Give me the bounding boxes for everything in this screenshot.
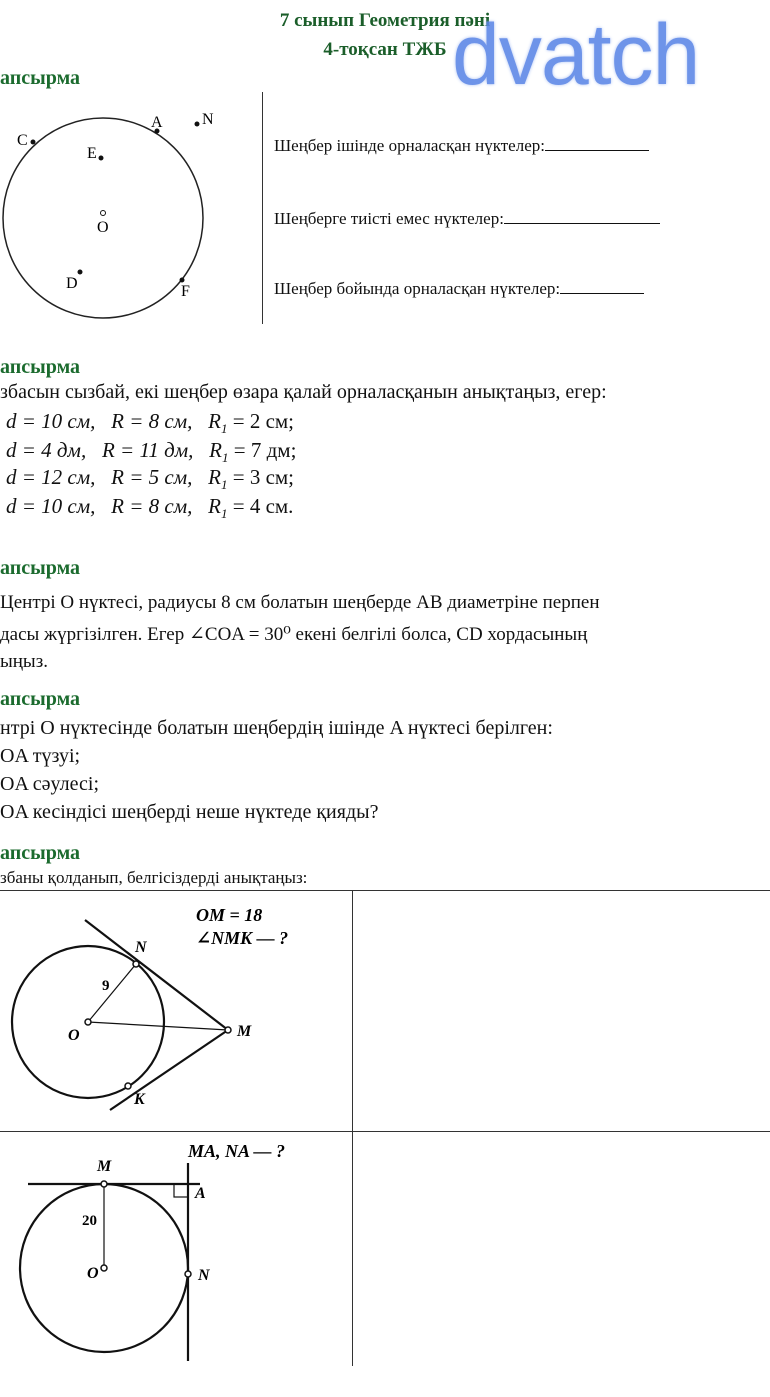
task2-row-4-r: R = 8 см, — [111, 494, 193, 518]
task1-circle-figure — [0, 100, 260, 330]
answer-blank-on[interactable] — [560, 279, 644, 294]
task2-row-3: d = 12 см, R = 5 см, $R_1 = 3$ см; — [6, 465, 295, 493]
task5-text: збаны қолданып, белгісіздерді анықтаңыз: — [0, 868, 308, 887]
task1-question-on — [274, 279, 644, 299]
fig2-label-radius: 20 — [82, 1213, 97, 1229]
task2-row-4-d: d = 10 см, — [6, 494, 96, 518]
task1-divider — [262, 92, 263, 324]
task2-row-1-d: d = 10 см, — [6, 409, 96, 433]
fig1-label-k: K — [134, 1091, 145, 1108]
answer-blank-outside[interactable] — [504, 209, 660, 224]
task3-line-2: дасы жүргізілген. Егер ∠COA = 30⁰ екені белгілі болса, CD хордасының — [0, 624, 588, 645]
task1-question-outside — [274, 209, 660, 229]
task4-line-2: OA түзуі; — [0, 745, 81, 767]
task2-row-4: d = 10 см, R = 8 см, $R_1 = 4$ см. — [6, 494, 294, 522]
task4-line-1: нтрі O нүктесінде болатын шеңбердің ішінде A нүктесі берілген: — [0, 717, 553, 739]
task4-heading: апсырма — [0, 688, 81, 710]
fig2-label-o: O — [87, 1265, 99, 1282]
point-f-label: F — [181, 283, 190, 300]
task2-row-1: d = 10 см, R = 8 см, $R_1 = 2$ см; — [6, 409, 295, 437]
point-c-label: C — [17, 132, 28, 149]
fig1-label-n: N — [135, 939, 147, 956]
task2-text: збасын сызбай, екі шеңбер өзара қалай орналасқанын анықтаңыз, егер: — [0, 381, 607, 403]
task5-figure-1 — [0, 892, 350, 1130]
task1-question-inside — [274, 136, 649, 156]
task2-row-3-d: d = 12 см, — [6, 465, 96, 489]
task2-row-2-r: R = 11 дм, — [101, 438, 194, 462]
task1-heading: апсырма — [0, 67, 81, 89]
header-subtitle: 4-тоқсан ТЖБ — [323, 39, 447, 60]
task2-row-2: d = 4 дм, R = 11 дм, $R_1 = 7$ дм; — [6, 438, 297, 466]
task3-line-1: Центрі О нүктесі, радиусы 8 см болатын шеңберде AB диаметріне перпен — [0, 592, 600, 613]
point-d-label: D — [66, 275, 78, 292]
fig1-label-m: M — [237, 1023, 252, 1040]
fig1-given-1: OM = 18 — [196, 905, 263, 925]
fig1-label-o: O — [68, 1027, 80, 1044]
fig1-given-2: ∠NMK — ? — [196, 928, 289, 948]
fig1-label-radius: 9 — [102, 978, 110, 994]
point-o-label: O — [97, 219, 109, 236]
task4-line-3: OA сәулесі; — [0, 773, 100, 795]
task5-heading: апсырма — [0, 842, 81, 864]
task5-figure-2 — [0, 1133, 350, 1365]
answer-blank-inside[interactable] — [545, 136, 649, 151]
fig2-given: MA, NA — ? — [188, 1141, 286, 1161]
fig2-label-n: N — [198, 1267, 210, 1284]
task2-heading: апсырма — [0, 356, 81, 378]
point-n-label: N — [202, 111, 214, 128]
task2-row-4-r1: 4 см. — [249, 494, 294, 518]
task2-row-1-r: R = 8 см, — [111, 409, 193, 433]
task2-row-2-d: d = 4 дм, — [6, 438, 87, 462]
header-title: 7 сынып Геометрия пәні — [279, 10, 491, 31]
fig2-label-a: A — [195, 1185, 206, 1202]
watermark-logo: dvatch — [452, 7, 700, 103]
task4-line-4: OA кесіндісі шеңберді неше нүктеде қияды? — [0, 801, 379, 823]
task1-question-on-text: Шеңбер бойында орналасқан нүктелер: — [274, 279, 561, 298]
task2-row-2-r1: 7 дм; — [250, 438, 297, 462]
task5-table-top-border — [0, 890, 770, 891]
point-a-label: A — [151, 114, 163, 131]
point-e-label: E — [87, 145, 97, 162]
task2-row-1-r1: 2 см; — [249, 409, 295, 433]
task5-table-row-divider — [0, 1131, 770, 1132]
task1-question-outside-text: Шеңберге тиісті емес нүктелер: — [274, 209, 504, 228]
task2-row-3-r1: 3 см; — [249, 465, 295, 489]
task3-heading: апсырма — [0, 557, 81, 579]
task1-question-inside-text: Шеңбер ішінде орналасқан нүктелер: — [274, 136, 545, 155]
task3-line-3: ыңыз. — [0, 651, 48, 672]
task5-table-column-divider — [352, 890, 353, 1366]
task2-row-3-r: R = 5 см, — [111, 465, 193, 489]
fig2-label-m: M — [97, 1158, 112, 1175]
